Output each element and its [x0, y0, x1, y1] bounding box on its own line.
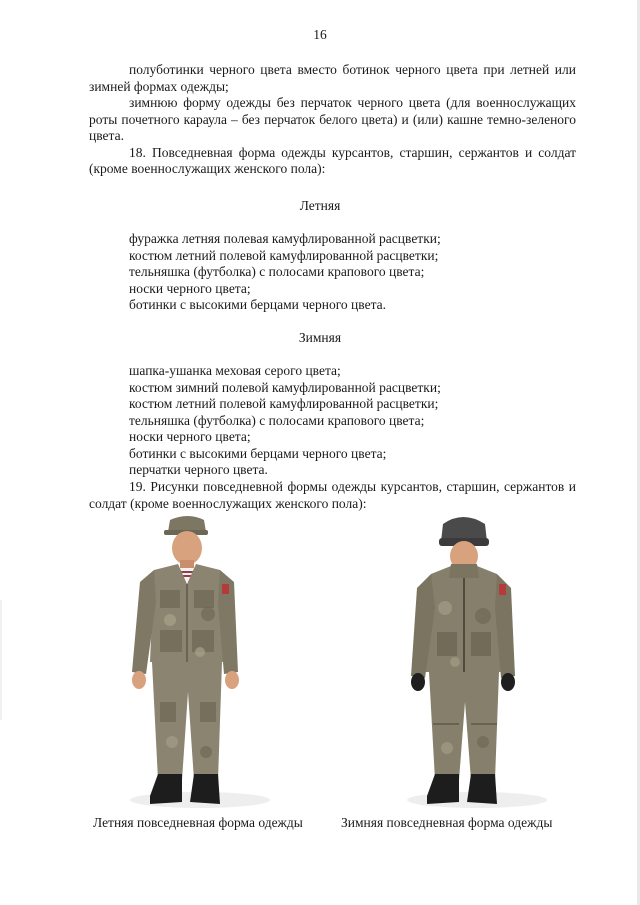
right-boot	[467, 774, 497, 804]
right-glove	[501, 673, 515, 691]
summer-heading: Летняя	[299, 198, 341, 213]
list-item: носки черного цвета;	[129, 429, 251, 444]
jacket-collar	[449, 564, 479, 578]
left-boot	[427, 774, 459, 804]
page-number: 16	[313, 27, 327, 42]
list-item: шапка-ушанка меховая серого цвета;	[129, 363, 341, 378]
left-glove	[411, 673, 425, 691]
list-item: фуражка летняя полевая камуфлированной расцветки;	[129, 231, 441, 246]
list-item: перчатки черного цвета.	[129, 462, 268, 477]
list-item: тельняшка (футболка) с полосами крапового цвета;	[129, 412, 425, 428]
winter-trousers	[429, 672, 499, 780]
right-boot	[190, 774, 220, 804]
list-item: костюм зимний полевой камуфлированной расцветки;	[129, 379, 441, 395]
intro-paragraph-2: зимнюю форму одежды без перчаток черного цвета (для военнослужащих роты почетного караула – без перчаток белого цвета) и (или) кашне темно-зеленого цвета.	[89, 95, 576, 143]
item-19-paragraph: 19. Рисунки повседневной формы одежды курсантов, старшин, сержантов и солдат (кроме военнослужащих женского пола):	[89, 479, 576, 511]
winter-uniform-illustration	[405, 512, 555, 812]
scan-mark	[0, 600, 2, 720]
intro-paragraph-1: полуботинки черного цвета вместо ботинок черного цвета при летней или зимней формах одежды;	[89, 62, 576, 94]
winter-heading: Зимняя	[298, 330, 342, 345]
item-19-block	[89, 479, 576, 512]
list-item: костюм летний полевой камуфлированной расцветки;	[129, 396, 439, 411]
item-18-paragraph: 18. Повседневная форма одежды курсантов, старшин, сержантов и солдат (кроме военнослужащих женского пола):	[89, 144, 576, 176]
winter-figure-caption: Зимняя повседневная форма одежды	[341, 815, 553, 830]
list-item: костюм летний полевой камуфлированной расцветки;	[129, 247, 439, 263]
head	[172, 531, 202, 565]
sleeve-patch	[499, 584, 506, 595]
chest-pocket-left	[160, 590, 180, 608]
intro-paragraphs	[89, 62, 576, 178]
list-item: тельняшка (футболка) с полосами крапового цвета;	[129, 264, 425, 279]
left-boot	[150, 774, 182, 804]
field-cap	[168, 516, 206, 532]
list-item: ботинки с высокими берцами черного цвета;	[129, 445, 387, 461]
chest-pocket-right	[194, 590, 214, 608]
sleeve-patch	[222, 584, 229, 594]
summer-figure-caption: Летняя повседневная форма одежды	[93, 815, 303, 830]
list-item: ботинки с высокими берцами черного цвета.	[129, 297, 386, 312]
summer-items-list	[129, 231, 441, 314]
summer-uniform-illustration	[120, 512, 270, 812]
list-item: носки черного цвета;	[129, 280, 251, 296]
winter-items-list	[129, 363, 441, 479]
